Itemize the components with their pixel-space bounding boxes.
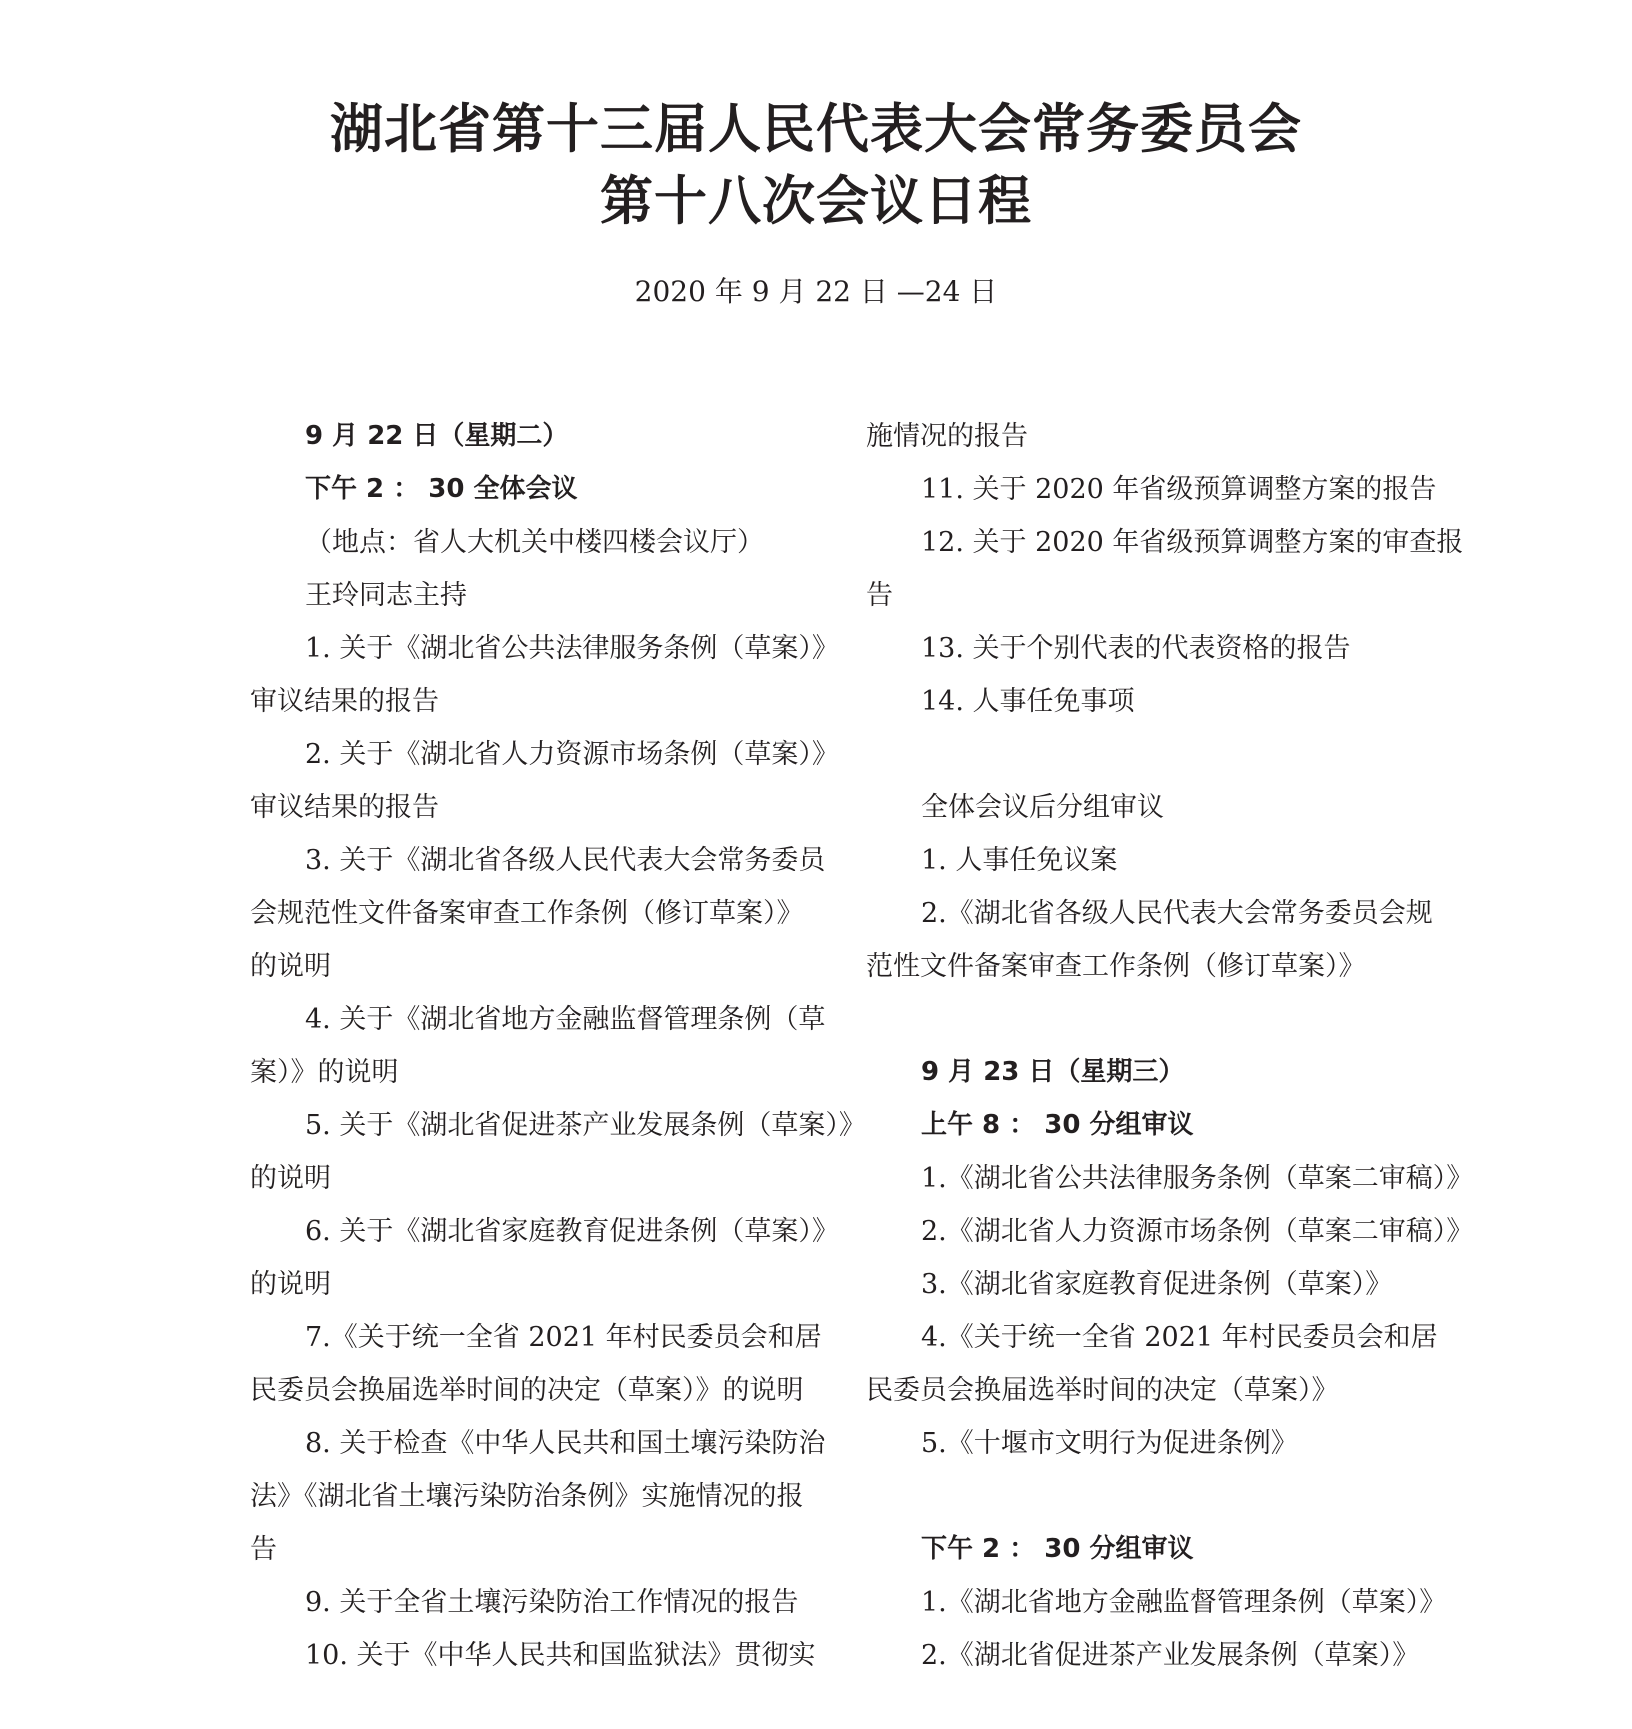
agenda-line: 1.《湖北省地方金融监督管理条例（草案）》	[921, 1587, 1447, 1618]
day-heading: 9 月 23 日（星期三）	[921, 1057, 1185, 1087]
agenda-line: 民委员会换届选举时间的决定（草案）》	[866, 1375, 1339, 1406]
agenda-line: 1.《湖北省公共法律服务条例（草案二审稿）》	[921, 1163, 1474, 1194]
agenda-line: 的说明	[250, 951, 331, 982]
agenda-line: 3.《湖北省家庭教育促进条例（草案）》	[921, 1269, 1393, 1300]
agenda-line: 5. 关于《湖北省促进茶产业发展条例（草案）》	[305, 1110, 866, 1141]
agenda-line: 1. 关于《湖北省公共法律服务条例（草案）》	[305, 633, 839, 664]
agenda-line: 11. 关于 2020 年省级预算调整方案的报告	[921, 474, 1437, 505]
agenda-line: 3. 关于《湖北省各级人民代表大会常务委员	[305, 845, 826, 876]
group-review-heading: 全体会议后分组审议	[921, 792, 1164, 823]
agenda-line: 14. 人事任免事项	[921, 686, 1135, 717]
spacer	[866, 993, 1436, 1046]
agenda-line: 的说明	[250, 1163, 331, 1194]
session-heading: 上午 8 ： 30 分组审议	[921, 1110, 1194, 1140]
agenda-line: 10. 关于《中华人民共和国监狱法》贯彻实	[305, 1640, 816, 1671]
agenda-line: 施情况的报告	[866, 421, 1028, 452]
right-column	[866, 410, 1474, 1682]
agenda-line: 13. 关于个别代表的代表资格的报告	[921, 633, 1351, 664]
agenda-line: 12. 关于 2020 年省级预算调整方案的审查报	[921, 527, 1464, 558]
agenda-line: 范性文件备案审查工作条例（修订草案）》	[866, 951, 1366, 982]
agenda-line: 法》《湖北省土壤污染防治条例》实施情况的报	[250, 1481, 804, 1512]
agenda-line: 民委员会换届选举时间的决定（草案）》的说明	[250, 1375, 804, 1406]
agenda-line: 2. 关于《湖北省人力资源市场条例（草案）》	[305, 739, 839, 770]
agenda-line: 7.《关于统一全省 2021 年村民委员会和居	[305, 1322, 822, 1353]
spacer	[866, 728, 1436, 781]
agenda-line: 9. 关于全省土壤污染防治工作情况的报告	[305, 1587, 799, 1618]
agenda-line: 2.《湖北省促进茶产业发展条例（草案）》	[921, 1640, 1420, 1671]
agenda-line: 1. 人事任免议案	[921, 845, 1118, 876]
page-title-line-1: 湖北省第十三届人民代表大会常务委员会	[330, 99, 1302, 160]
day-heading: 9 月 22 日（星期二）	[305, 421, 569, 451]
agenda-line: 会规范性文件备案审查工作条例（修订草案）》	[250, 898, 804, 929]
agenda-line: 告	[866, 580, 893, 611]
agenda-line: 2.《湖北省各级人民代表大会常务委员会规	[921, 898, 1433, 929]
agenda-line: 案）》的说明	[250, 1057, 399, 1088]
page-title-line-2: 第十八次会议日程	[600, 171, 1032, 232]
agenda-line: 4.《关于统一全省 2021 年村民委员会和居	[921, 1322, 1438, 1353]
left-column	[250, 410, 866, 1682]
agenda-line: 6. 关于《湖北省家庭教育促进条例（草案）》	[305, 1216, 839, 1247]
session-heading: 下午 2 ： 30 全体会议	[305, 474, 578, 504]
location-text: （地点：省人大机关中楼四楼会议厅）	[305, 527, 764, 558]
host-text: 王玲同志主持	[305, 580, 467, 611]
session-heading: 下午 2 ： 30 分组审议	[921, 1534, 1194, 1564]
agenda-line: 审议结果的报告	[250, 792, 439, 823]
agenda-line: 8. 关于检查《中华人民共和国土壤污染防治	[305, 1428, 826, 1459]
agenda-line: 2.《湖北省人力资源市场条例（草案二审稿）》	[921, 1216, 1474, 1247]
agenda-line: 的说明	[250, 1269, 331, 1300]
agenda-line: 告	[250, 1534, 277, 1565]
agenda-line: 5.《十堰市文明行为促进条例》	[921, 1428, 1298, 1459]
spacer	[866, 1470, 1436, 1523]
agenda-line: 审议结果的报告	[250, 686, 439, 717]
agenda-line: 4. 关于《湖北省地方金融监督管理条例（草	[305, 1004, 826, 1035]
date-range: 2020 年 9 月 22 日 —24 日	[634, 275, 998, 308]
